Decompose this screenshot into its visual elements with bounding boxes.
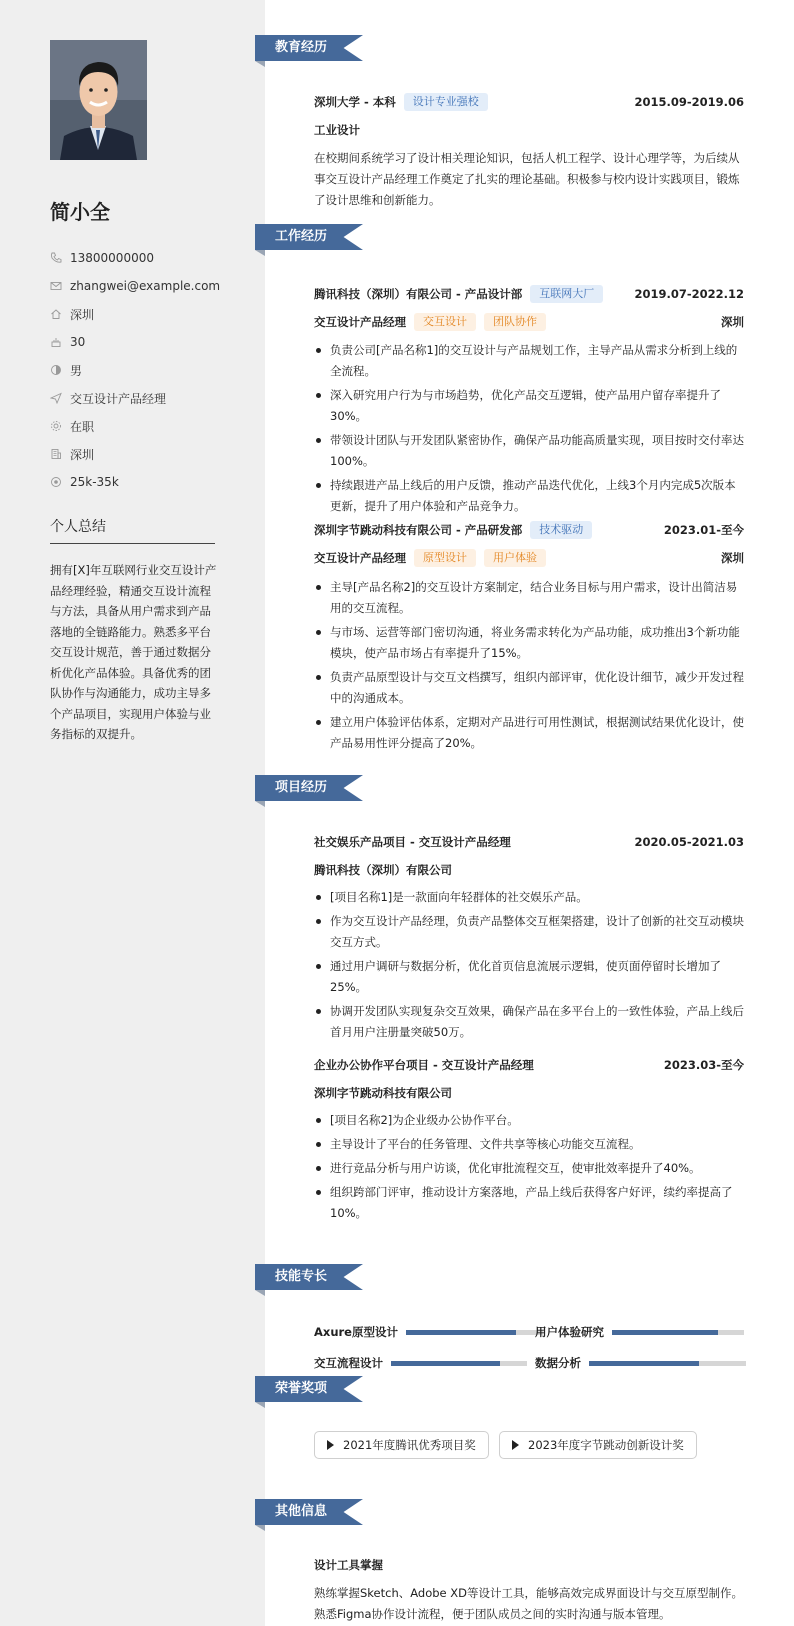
profile-photo [50,40,147,160]
list-item: 深入研究用户行为与市场趋势，优化产品交互逻辑，使产品用户留存率提升了30%。 [314,385,744,427]
send-icon [50,392,62,404]
work-1-company: 腾讯科技（深圳）有限公司 - 产品设计部 [314,287,523,301]
work-1-skill-tag-2: 团队协作 [484,313,546,331]
cake-icon [50,336,62,348]
list-item: 作为交互设计产品经理，负责产品整体交互框架搭建，设计了创新的社交互动模块交互方式。 [314,911,744,953]
info-city [50,300,250,328]
education-major: 工业设计 [314,123,360,137]
candidate-name: 简小全 [50,200,110,224]
skill-1-name: Axure原型设计 [314,1325,398,1339]
list-item: 持续跟进产品上线后的用户反馈，推动产品迭代优化，上线3个月内完成5次版本更新，提升了用户体验和产品竞争力。 [314,475,744,517]
skill-3-name: 交互流程设计 [314,1356,383,1370]
list-item: 组织跨部门评审，推动设计方案落地，产品上线后获得客户好评，续约率提高了10%。 [314,1182,744,1224]
skill-3-bar [391,1361,527,1366]
skill-2-bar [612,1330,744,1335]
work-2-period: 2023.01-至今 [663,523,744,537]
section-education [255,35,363,61]
section-work [255,224,363,250]
list-item: 与市场、运营等部门密切沟通，将业务需求转化为产品功能，成功推出3个新功能模块，使产品市场占有率提升了15%。 [314,622,744,664]
skill-4-bar [589,1361,746,1366]
info-salary [50,468,250,496]
skill-2-fill [612,1330,718,1335]
skill-3 [314,1355,527,1371]
sidebar [0,0,265,1626]
work-1-skill-tag-1: 交互设计 [414,313,476,331]
other-title: 设计工具掌握 [314,1558,383,1572]
work-1-tag: 互联网大厂 [530,285,603,303]
list-item: 主导设计了平台的任务管理、文件共享等核心功能交互流程。 [314,1134,744,1155]
section-skills [255,1264,363,1290]
section-other-title: 其他信息 [275,1504,328,1519]
list-item: 协调开发团队实现复杂交互效果，确保产品在多平台上的一致性体验，产品上线后首月用户注册量突破50万。 [314,1001,744,1043]
project-1-period: 2020.05-2021.03 [634,835,744,849]
section-awards-title: 荣誉奖项 [275,1381,328,1396]
info-work-city [50,440,250,468]
section-other [255,1499,363,1525]
list-item: 建立用户体验评估体系，定期对产品进行可用性测试，根据测试结果优化设计，使产品易用性评分提高了20%。 [314,712,744,754]
work-1-header [314,285,744,303]
section-skills-title: 技能专长 [275,1269,328,1284]
project-2-company-row [314,1085,744,1101]
skill-1-bar [406,1330,543,1335]
work-1-bullets [314,340,744,520]
education-description: 在校期间系统学习了设计相关理论知识，包括人机工程学、设计心理学等，为后续从事交互设计产品经理工作奠定了扎实的理论基础。积极参与校内设计实践项目，锻炼了设计思维和创新能力。 [314,151,740,207]
section-project [255,775,363,801]
project-2-company: 深圳字节跳动科技有限公司 [314,1086,452,1100]
home-icon [50,308,62,320]
skill-1-fill [406,1330,516,1335]
work-city-text: 深圳 [70,447,95,462]
work-2-company: 深圳字节跳动科技有限公司 - 产品研发部 [314,523,523,537]
summary-divider [50,543,215,544]
age-text: 30 [70,335,86,349]
award-2-text: 2023年度字节跳动创新设计奖 [528,1438,684,1452]
list-item: 通过用户调研与数据分析，优化首页信息流展示逻辑，使页面停留时长增加了25%。 [314,956,744,998]
info-status [50,412,250,440]
skill-4 [535,1355,746,1371]
skill-2-name: 用户体验研究 [535,1325,604,1339]
gender-text: 男 [70,363,83,378]
list-item: 负责产品原型设计与交互文档撰写，组织内部评审，优化设计细节，减少开发过程中的沟通成本。 [314,667,744,709]
work-2-role: 交互设计产品经理 [314,551,406,565]
section-work-title: 工作经历 [275,229,328,244]
project-1-company: 腾讯科技（深圳）有限公司 [314,863,452,877]
section-education-title: 教育经历 [275,40,328,55]
info-age [50,328,250,356]
project-2-header [314,1057,744,1073]
contact-info-list [50,244,250,496]
coin-icon [50,476,62,488]
skill-1 [314,1324,543,1340]
city-text: 深圳 [70,307,95,322]
work-2-role-row [314,549,744,567]
education-header [314,93,744,111]
section-project-title: 项目经历 [275,780,328,795]
gender-icon [50,364,62,376]
work-1-period: 2019.07-2022.12 [634,287,744,301]
skill-4-fill [589,1361,699,1366]
building-icon [50,448,62,460]
award-1 [314,1431,489,1459]
work-2-tag: 技术驱动 [530,521,592,539]
award-1-text: 2021年度腾讯优秀项目奖 [343,1438,476,1452]
work-2-skill-tag-2: 用户体验 [484,549,546,567]
summary-text: 拥有[X]年互联网行业交互设计产品经理经验，精通交互设计流程与方法，具备从用户需求到产品落地的全链路能力。熟悉多平台交互设计规范，善于通过数据分析优化产品体验。具备优秀的团队协作与沟通能力，成功主导多个产品项目，实现用户体验与业务指标的双提升。 [50,563,217,741]
summary-title: 个人总结 [50,519,106,535]
project-1-company-row [314,862,744,878]
education-school: 深圳大学 - 本科 [314,95,396,109]
education-period: 2015.09-2019.06 [634,95,744,109]
info-email [50,272,250,300]
play-icon [327,1440,334,1450]
list-item: 主导[产品名称2]的交互设计方案制定，结合业务目标与用户需求，设计出简洁易用的交互流程。 [314,577,744,619]
play-icon [512,1440,519,1450]
info-position [50,384,250,412]
work-2-skill-tag-1: 原型设计 [414,549,476,567]
info-gender [50,356,250,384]
section-awards [255,1376,363,1402]
award-2 [499,1431,697,1459]
phone-icon [50,252,62,264]
info-phone [50,244,250,272]
gear-icon [50,420,62,432]
list-item: 带领设计团队与开发团队紧密协作，确保产品功能高质量实现，项目按时交付率达100%。 [314,430,744,472]
education-major-row [314,122,744,138]
email-icon [50,280,62,292]
work-2-header [314,521,744,539]
list-item: [项目名称1]是一款面向年轻群体的社交娱乐产品。 [314,887,744,908]
other-title-row [314,1557,744,1573]
education-tag: 设计专业强校 [404,93,488,111]
project-2-bullets [314,1110,744,1227]
project-1-title: 社交娱乐产品项目 - 交互设计产品经理 [314,835,511,849]
salary-text: 25k-35k [70,475,119,489]
work-2-bullets [314,577,744,757]
work-2-city: 深圳 [721,551,744,565]
project-2-period: 2023.03-至今 [663,1058,744,1072]
list-item: 进行竞品分析与用户访谈，优化审批流程交互，使审批效率提升了40%。 [314,1158,744,1179]
other-description: 熟练掌握Sketch、Adobe XD等设计工具，能够高效完成界面设计与交互原型制作。熟悉Figma协作设计流程，便于团队成员之间的实时沟通与版本管理。 [314,1586,744,1621]
skill-3-fill [391,1361,500,1366]
position-text: 交互设计产品经理 [70,391,167,406]
status-text: 在职 [70,419,95,434]
list-item: [项目名称2]为企业级办公协作平台。 [314,1110,744,1131]
work-1-role-row [314,313,744,331]
list-item: 负责公司[产品名称1]的交互设计与产品规划工作，主导产品从需求分析到上线的全流程。 [314,340,744,382]
phone-text: 13800000000 [70,251,154,265]
project-1-header [314,834,744,850]
email-text: zhangwei@example.com [70,279,221,293]
project-1-bullets [314,887,744,1046]
work-1-city: 深圳 [721,315,744,329]
project-2-title: 企业办公协作平台项目 - 交互设计产品经理 [314,1058,534,1072]
work-1-role: 交互设计产品经理 [314,315,406,329]
skill-4-name: 数据分析 [535,1356,581,1370]
skill-2 [535,1324,744,1340]
